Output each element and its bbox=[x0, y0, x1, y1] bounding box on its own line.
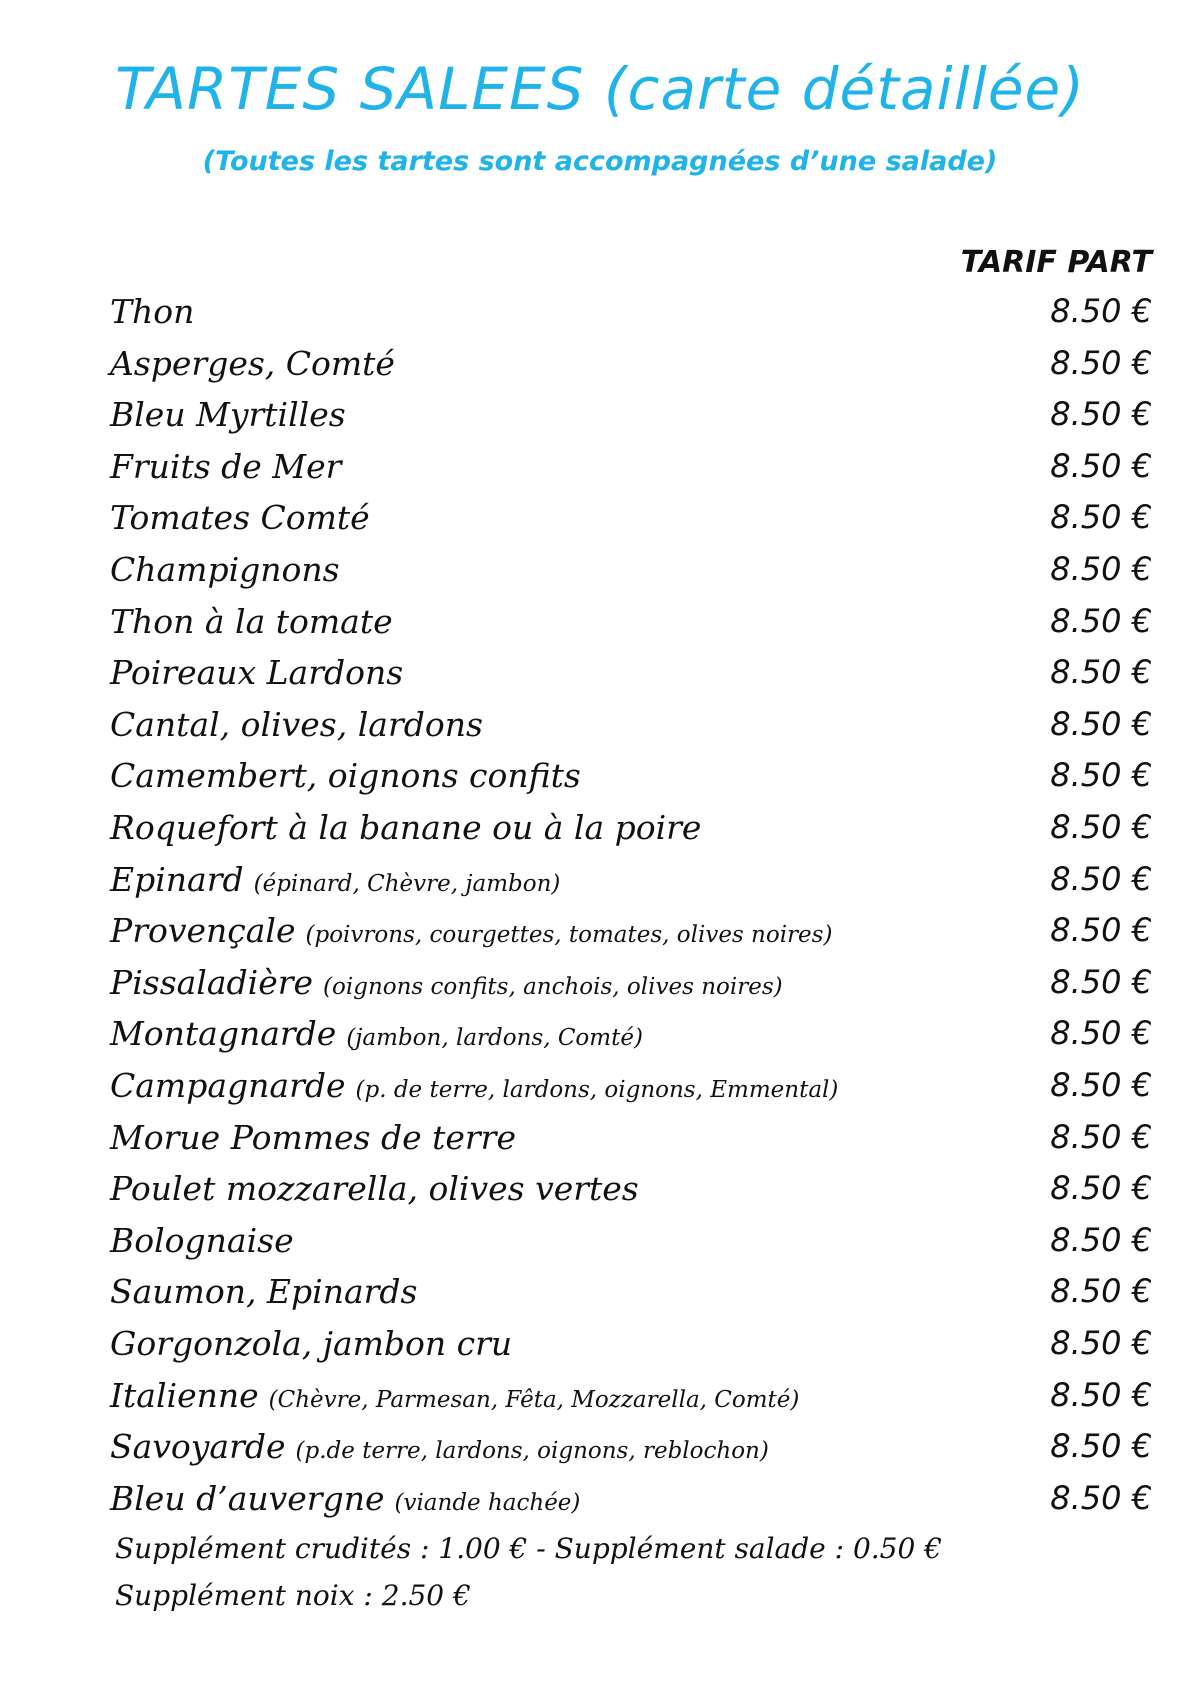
menu-item-price: 8.50 € bbox=[1050, 446, 1152, 485]
menu-item-price: 8.50 € bbox=[1050, 1324, 1152, 1362]
menu-item bbox=[110, 963, 1152, 1013]
menu-item bbox=[110, 860, 1152, 910]
menu-item-price: 8.50 € bbox=[1050, 1272, 1152, 1311]
menu-item-name: Savoyarde bbox=[110, 1427, 286, 1467]
supplement-line: Supplément crudités : 1.00 € - Supplément salade : 0.50 € bbox=[115, 1532, 943, 1565]
menu-item-price: 8.50 € bbox=[1050, 498, 1152, 537]
menu-item-name: Poireaux Lardons bbox=[110, 653, 404, 693]
menu-item-detail: (oignons confits, anchois, olives noires) bbox=[323, 973, 783, 1000]
menu-item-name: Pissaladière bbox=[110, 962, 314, 1002]
menu-item bbox=[110, 447, 1152, 497]
menu-item-name: Campagnarde bbox=[110, 1066, 346, 1105]
menu-item-name: Bolognaise bbox=[110, 1220, 294, 1260]
menu-item bbox=[110, 550, 1152, 600]
menu-item-price: 8.50 € bbox=[1050, 756, 1152, 795]
menu-item-name: Poulet mozzarella, olives vertes bbox=[110, 1169, 639, 1209]
menu-item bbox=[110, 653, 1152, 703]
menu-item-name: Roquefort à la banane ou à la poire bbox=[110, 808, 702, 847]
supplement-line: Supplément noix : 2.50 € bbox=[115, 1579, 471, 1612]
menu-item bbox=[110, 395, 1152, 445]
menu-item-price: 8.50 € bbox=[1050, 550, 1152, 588]
menu-item-price: 8.50 € bbox=[1050, 962, 1152, 1001]
menu-item-price: 8.50 € bbox=[1050, 601, 1152, 640]
menu-item bbox=[110, 1272, 1152, 1322]
menu-item-name: Epinard bbox=[110, 859, 244, 899]
menu-item-detail: (épinard, Chèvre, jambon) bbox=[253, 870, 561, 897]
menu-item-price: 8.50 € bbox=[1050, 911, 1152, 950]
menu-item-detail: (p.de terre, lardons, oignons, reblochon) bbox=[295, 1438, 769, 1465]
menu-item-price: 8.50 € bbox=[1050, 704, 1152, 743]
menu-item-price: 8.50 € bbox=[1050, 653, 1152, 692]
menu-item bbox=[110, 1479, 1152, 1529]
menu-item bbox=[110, 1427, 1152, 1477]
menu-item bbox=[110, 292, 1152, 342]
menu-item-detail: (p. de terre, lardons, oignons, Emmental) bbox=[355, 1077, 839, 1103]
page-title: TARTES SALEES (carte détaillée) bbox=[115, 55, 1085, 123]
menu-item-price: 8.50 € bbox=[1050, 1169, 1152, 1208]
menu-item-price: 8.50 € bbox=[1050, 1427, 1152, 1466]
menu-item bbox=[110, 705, 1152, 755]
menu-item-price: 8.50 € bbox=[1050, 1014, 1152, 1053]
menu-item bbox=[110, 602, 1152, 652]
menu-item-name: Champignons bbox=[110, 550, 340, 589]
price-column-header: TARIF PART bbox=[960, 245, 1152, 280]
menu-item-name: Fruits de Mer bbox=[110, 446, 342, 486]
menu-item bbox=[110, 1376, 1152, 1426]
menu-item-price: 8.50 € bbox=[1050, 808, 1152, 846]
menu-item-price: 8.50 € bbox=[1050, 292, 1152, 330]
menu-item bbox=[110, 1066, 1152, 1116]
menu-item bbox=[110, 911, 1152, 961]
menu-item-price: 8.50 € bbox=[1050, 1478, 1152, 1517]
page-subtitle: (Toutes les tartes sont accompagnées d’une salade) bbox=[202, 146, 998, 177]
menu-item bbox=[110, 498, 1152, 548]
menu-item-detail: (Chèvre, Parmesan, Fêta, Mozzarella, Comté) bbox=[268, 1386, 800, 1413]
menu-item-name: Provençale bbox=[110, 911, 296, 951]
menu-item bbox=[110, 1169, 1152, 1219]
menu-item-price: 8.50 € bbox=[1050, 859, 1152, 898]
menu-item-name: Italienne bbox=[110, 1375, 259, 1415]
menu-item bbox=[110, 756, 1152, 806]
menu-item bbox=[110, 808, 1152, 858]
menu-item-name: Gorgonzola, jambon cru bbox=[110, 1324, 513, 1363]
menu-item bbox=[110, 1118, 1152, 1168]
menu-item-price: 8.50 € bbox=[1050, 1375, 1152, 1414]
menu-item-name: Saumon, Epinards bbox=[110, 1272, 418, 1312]
menu-item-name: Thon bbox=[110, 292, 195, 331]
menu-item-name: Bleu d’auvergne bbox=[110, 1478, 385, 1518]
menu-item bbox=[110, 1324, 1152, 1374]
menu-item-name: Asperges, Comté bbox=[110, 343, 395, 383]
menu-item-name: Camembert, oignons confits bbox=[110, 756, 581, 796]
menu-item-price: 8.50 € bbox=[1050, 1220, 1152, 1259]
menu-item-detail: (jambon, lardons, Comté) bbox=[346, 1025, 643, 1052]
menu-item-price: 8.50 € bbox=[1050, 395, 1152, 434]
menu-item bbox=[110, 1014, 1152, 1064]
menu-item-name: Cantal, olives, lardons bbox=[110, 704, 483, 744]
menu-item bbox=[110, 1221, 1152, 1271]
menu-item-name: Tomates Comté bbox=[110, 498, 370, 538]
menu-item-price: 8.50 € bbox=[1050, 343, 1152, 382]
menu-item-detail: (viande hachée) bbox=[394, 1489, 581, 1516]
menu-item-name: Thon à la tomate bbox=[110, 601, 393, 641]
menu-item-detail: (poivrons, courgettes, tomates, olives noires) bbox=[305, 922, 833, 949]
menu-item-price: 8.50 € bbox=[1050, 1117, 1152, 1156]
menu-item-name: Montagnarde bbox=[110, 1014, 337, 1054]
menu-item-price: 8.50 € bbox=[1050, 1066, 1152, 1104]
menu-item-name: Bleu Myrtilles bbox=[110, 395, 346, 435]
menu-item bbox=[110, 344, 1152, 394]
menu-item-name: Morue Pommes de terre bbox=[110, 1117, 516, 1157]
